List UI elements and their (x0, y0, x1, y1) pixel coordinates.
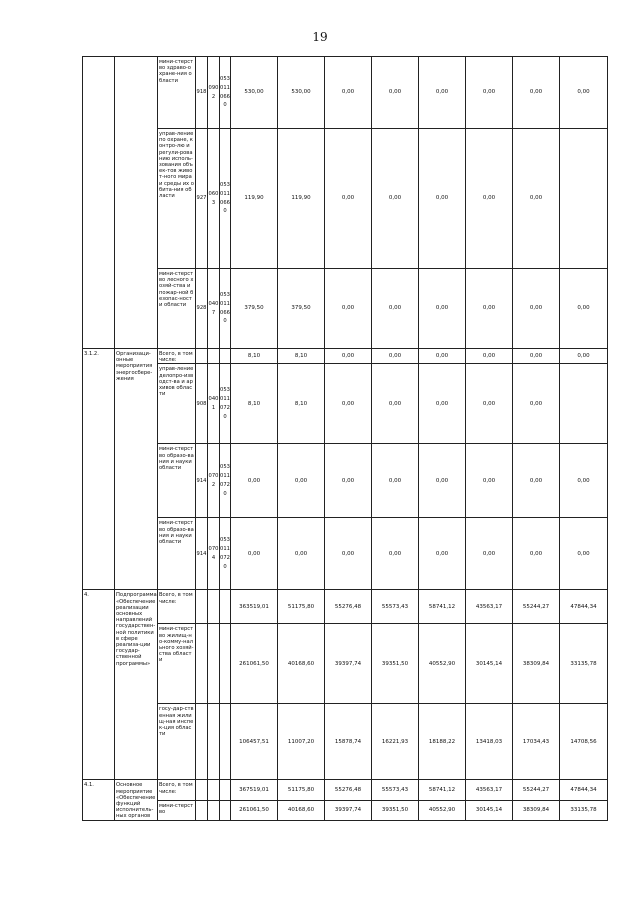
value-cell: 38309,84 (513, 624, 560, 704)
value-cell: 0,00 (560, 269, 608, 349)
table-row (83, 349, 608, 364)
executor-cell: мини-стерство жилищ-но-комму-нального хозяй-ства области (158, 624, 196, 704)
value-cell: 530,00 (231, 57, 278, 129)
executor-cell: Всего, в том числе: (158, 780, 196, 800)
table-row (83, 129, 608, 269)
code-csr-cell: 0530110660 (220, 57, 231, 129)
value-cell: 0,00 (419, 129, 466, 269)
executor-cell: мини-стерство здраво-охране-ния области (158, 57, 196, 129)
row-number-cell: 3.1.2. (83, 349, 115, 590)
value-cell: 40552,90 (419, 800, 466, 820)
executor-cell: мини-стерство образо-вания и науки области (158, 518, 196, 590)
value-cell: 0,00 (466, 349, 513, 364)
value-cell: 0,00 (372, 518, 419, 590)
value-cell: 43563,17 (466, 590, 513, 624)
value-cell: 0,00 (419, 57, 466, 129)
value-cell: 0,00 (325, 444, 372, 518)
row-number-cell: 4. (83, 590, 115, 780)
value-cell: 55276,48 (325, 780, 372, 800)
value-cell: 17034,43 (513, 704, 560, 780)
value-cell: 58741,12 (419, 590, 466, 624)
code-grbs-cell (196, 780, 208, 800)
code-rzpr-cell (208, 780, 220, 800)
code-csr-cell (220, 704, 231, 780)
value-cell: 13418,03 (466, 704, 513, 780)
code-csr-cell: 0530110720 (220, 518, 231, 590)
code-grbs-cell (196, 590, 208, 624)
value-cell: 0,00 (466, 444, 513, 518)
code-grbs-cell: 927 (196, 129, 208, 269)
code-csr-cell (220, 590, 231, 624)
value-cell: 0,00 (325, 364, 372, 444)
value-cell: 119,90 (231, 129, 278, 269)
value-cell: 0,00 (419, 444, 466, 518)
code-grbs-cell: 928 (196, 269, 208, 349)
executor-cell: управ-ление делопро-изводст-ва и архивов области (158, 364, 196, 444)
code-rzpr-cell: 0704 (208, 518, 220, 590)
code-rzpr-cell (208, 704, 220, 780)
value-cell: 55573,43 (372, 780, 419, 800)
row-name-cell: Основное мероприятие «Обеспечение функций исполнитель-ных органов (115, 780, 158, 820)
value-cell: 363519,01 (231, 590, 278, 624)
value-cell: 0,00 (325, 129, 372, 269)
value-cell: 0,00 (466, 518, 513, 590)
value-cell: 0,00 (419, 518, 466, 590)
value-cell: 0,00 (513, 518, 560, 590)
value-cell: 30145,14 (466, 624, 513, 704)
value-cell: 55573,43 (372, 590, 419, 624)
value-cell: 0,00 (513, 349, 560, 364)
value-cell: 40168,60 (278, 624, 325, 704)
value-cell: 0,00 (513, 129, 560, 269)
value-cell: 11007,20 (278, 704, 325, 780)
value-cell: 47844,34 (560, 780, 608, 800)
budget-table (82, 56, 608, 821)
code-rzpr-cell: 0702 (208, 444, 220, 518)
code-rzpr-cell: 0407 (208, 269, 220, 349)
value-cell: 38309,84 (513, 800, 560, 820)
value-cell: 0,00 (419, 349, 466, 364)
row-number-cell: 4.1. (83, 780, 115, 820)
value-cell: 367519,01 (231, 780, 278, 800)
value-cell: 0,00 (419, 269, 466, 349)
code-csr-cell: 0530110720 (220, 444, 231, 518)
code-rzpr-cell (208, 349, 220, 364)
value-cell: 261061,50 (231, 624, 278, 704)
value-cell: 0,00 (325, 57, 372, 129)
executor-cell: управ-ление по охране, контро-лю и регули-рованию исполь-зования объек-тов живот-ного мира и среды их обита-ния области (158, 129, 196, 269)
value-cell: 43563,17 (466, 780, 513, 800)
code-rzpr-cell: 0603 (208, 129, 220, 269)
value-cell: 0,00 (466, 129, 513, 269)
value-cell: 30145,14 (466, 800, 513, 820)
value-cell: 8,10 (231, 349, 278, 364)
code-csr-cell (220, 780, 231, 800)
code-rzpr-cell (208, 590, 220, 624)
value-cell: 0,00 (513, 269, 560, 349)
value-cell: 39351,50 (372, 800, 419, 820)
value-cell: 39397,74 (325, 624, 372, 704)
code-csr-cell: 0530110660 (220, 129, 231, 269)
code-grbs-cell (196, 704, 208, 780)
value-cell: 8,10 (278, 364, 325, 444)
code-csr-cell (220, 624, 231, 704)
value-cell: 55276,48 (325, 590, 372, 624)
value-cell: 106457,51 (231, 704, 278, 780)
executor-cell: Всего, в том числе: (158, 349, 196, 364)
value-cell: 0,00 (513, 364, 560, 444)
value-cell: 40168,60 (278, 800, 325, 820)
value-cell: 0,00 (513, 444, 560, 518)
table-row (83, 704, 608, 780)
table-row (83, 800, 608, 820)
table-row (83, 590, 608, 624)
code-rzpr-cell (208, 800, 220, 820)
value-cell: 0,00 (372, 364, 419, 444)
code-grbs-cell (196, 624, 208, 704)
value-cell: 0,00 (325, 269, 372, 349)
value-cell (560, 129, 608, 269)
value-cell: 14708,56 (560, 704, 608, 780)
table-row (83, 444, 608, 518)
code-rzpr-cell (208, 624, 220, 704)
value-cell: 530,00 (278, 57, 325, 129)
executor-cell: госу-дар-ственная жилищ-ная инспек-ция области (158, 704, 196, 780)
value-cell: 0,00 (513, 57, 560, 129)
executor-cell: мини-стерство (158, 800, 196, 820)
value-cell: 0,00 (231, 444, 278, 518)
value-cell: 0,00 (466, 364, 513, 444)
value-cell: 0,00 (372, 129, 419, 269)
value-cell: 0,00 (325, 349, 372, 364)
table-row (83, 364, 608, 444)
row-number-cell (83, 57, 115, 349)
value-cell (560, 364, 608, 444)
value-cell: 15878,74 (325, 704, 372, 780)
value-cell: 0,00 (466, 57, 513, 129)
code-rzpr-cell: 0401 (208, 364, 220, 444)
value-cell: 0,00 (560, 444, 608, 518)
value-cell: 47844,34 (560, 590, 608, 624)
value-cell: 0,00 (419, 364, 466, 444)
row-name-cell: Организаци-онные мероприятия энергосбере-жения (115, 349, 158, 590)
value-cell: 33135,78 (560, 800, 608, 820)
value-cell: 0,00 (372, 349, 419, 364)
value-cell: 379,50 (278, 269, 325, 349)
row-name-cell: Подпрограмма «Обеспечение реализации основных направлений государствен-ной политики в сфере реализа-ции государ-ственной программы» (115, 590, 158, 780)
code-csr-cell: 0530110660 (220, 269, 231, 349)
value-cell: 0,00 (372, 57, 419, 129)
code-grbs-cell: 914 (196, 444, 208, 518)
value-cell: 0,00 (466, 269, 513, 349)
row-name-cell (115, 57, 158, 349)
executor-cell: мини-стерство образо-вания и науки области (158, 444, 196, 518)
code-rzpr-cell: 0902 (208, 57, 220, 129)
value-cell: 0,00 (325, 518, 372, 590)
code-csr-cell: 0530110720 (220, 364, 231, 444)
executor-cell: Всего, в том числе: (158, 590, 196, 624)
value-cell: 8,10 (278, 349, 325, 364)
value-cell: 40552,90 (419, 624, 466, 704)
value-cell: 0,00 (560, 349, 608, 364)
code-grbs-cell: 914 (196, 518, 208, 590)
value-cell: 51175,80 (278, 780, 325, 800)
value-cell: 8,10 (231, 364, 278, 444)
value-cell: 58741,12 (419, 780, 466, 800)
table-row (83, 780, 608, 800)
value-cell: 55244,27 (513, 780, 560, 800)
executor-cell: мини-стерство лесного хозяй-ства и пожар-ной безопас-ности области (158, 269, 196, 349)
value-cell: 0,00 (560, 57, 608, 129)
value-cell: 0,00 (372, 444, 419, 518)
value-cell: 55244,27 (513, 590, 560, 624)
value-cell: 261061,50 (231, 800, 278, 820)
table-row (83, 518, 608, 590)
table-body (83, 57, 608, 821)
table-row (83, 57, 608, 129)
value-cell: 0,00 (231, 518, 278, 590)
code-grbs-cell: 918 (196, 57, 208, 129)
value-cell: 379,50 (231, 269, 278, 349)
table-row (83, 624, 608, 704)
value-cell: 0,00 (278, 444, 325, 518)
budget-table-wrapper (82, 56, 608, 821)
value-cell: 39397,74 (325, 800, 372, 820)
value-cell: 51175,80 (278, 590, 325, 624)
table-row (83, 269, 608, 349)
code-grbs-cell (196, 800, 208, 820)
code-csr-cell (220, 349, 231, 364)
value-cell: 33135,78 (560, 624, 608, 704)
code-grbs-cell: 908 (196, 364, 208, 444)
code-csr-cell (220, 800, 231, 820)
value-cell: 119,90 (278, 129, 325, 269)
value-cell: 18188,22 (419, 704, 466, 780)
value-cell: 0,00 (372, 269, 419, 349)
value-cell: 39351,50 (372, 624, 419, 704)
value-cell: 0,00 (278, 518, 325, 590)
page-number: 19 (312, 30, 328, 44)
value-cell: 0,00 (560, 518, 608, 590)
code-grbs-cell (196, 349, 208, 364)
value-cell: 16221,93 (372, 704, 419, 780)
